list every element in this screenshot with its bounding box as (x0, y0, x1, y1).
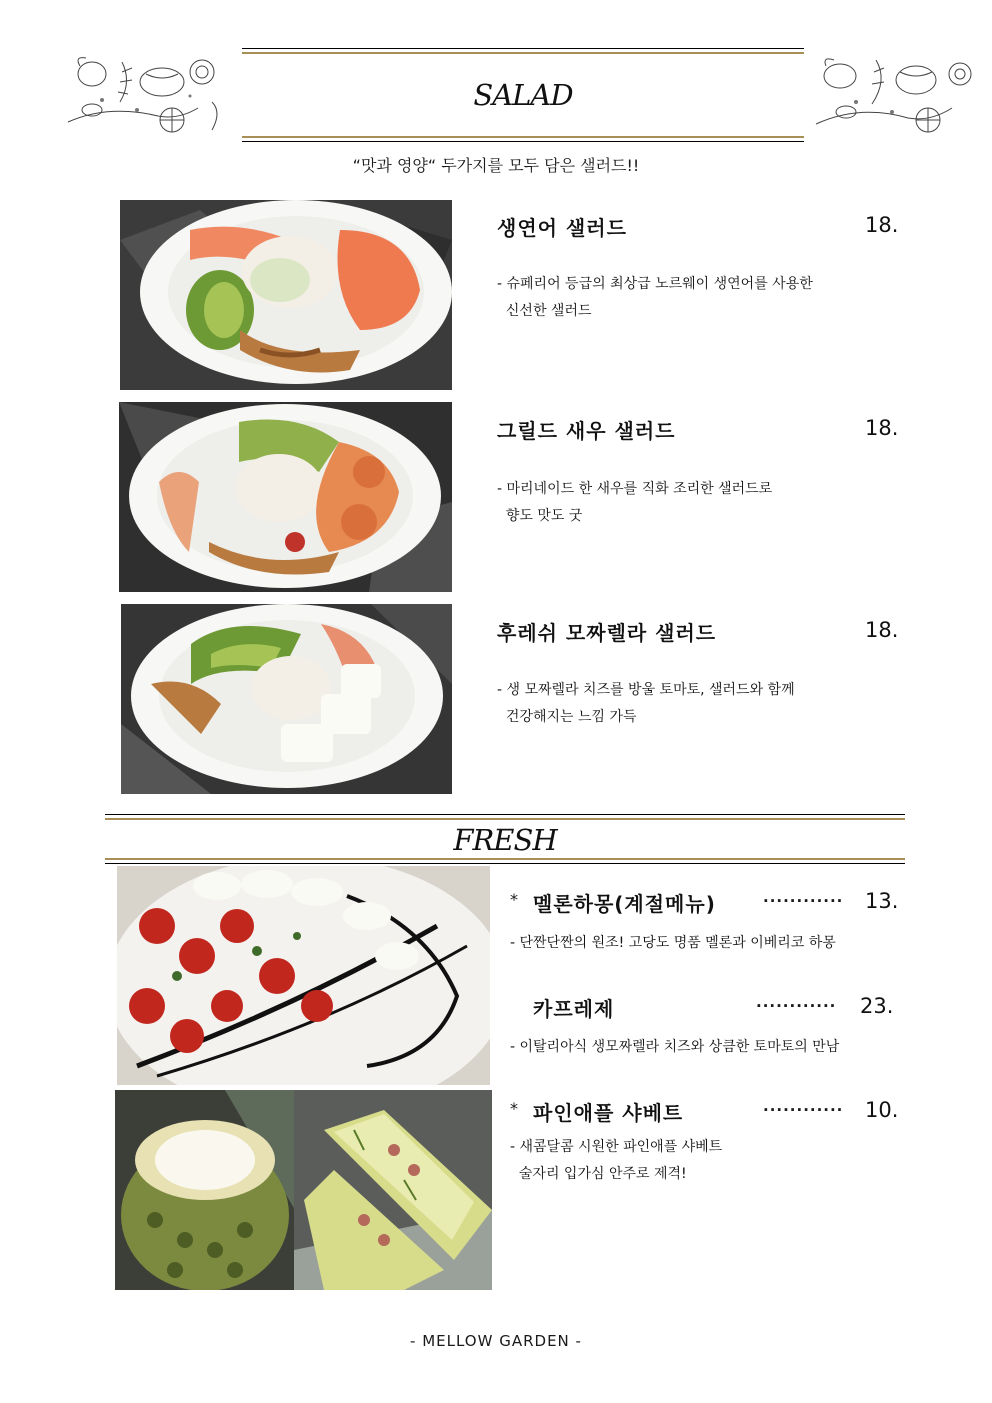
mozzarella-salad-photo (121, 604, 452, 794)
salad-item-price: 18. (865, 416, 899, 440)
fresh-item-leader-dots: ............ (763, 888, 844, 906)
fresh-item-description: - 이탈리아식 생모짜렐라 치즈와 상큼한 토마토의 만남 (510, 1039, 840, 1055)
caprese-photo (117, 866, 490, 1085)
pineapple-sherbet-photo (115, 1090, 295, 1290)
salad-title-frame (242, 48, 804, 142)
salad-tagline: “맛과 영양“ 두가지를 모두 담은 샐러드!! (352, 156, 640, 175)
salad-item-name: 후레쉬 모짜렐라 샐러드 (497, 621, 717, 645)
fresh-item-price: 13. (865, 889, 899, 913)
footer-brand: - MELLOW GARDEN - (410, 1332, 582, 1350)
bullet-star-icon: * (510, 890, 518, 909)
fresh-rule-bottom-gold (105, 858, 905, 860)
melon-jamon-photo (294, 1090, 492, 1290)
salad-item-price: 18. (865, 618, 899, 642)
salad-item-description: - 슈페리어 등급의 최상급 노르웨이 생연어를 사용한 신선한 샐러드 (497, 276, 813, 319)
salad-item-description: - 생 모짜렐라 치즈를 방울 토마토, 샐러드와 함께 건강해지는 느낌 가득 (497, 682, 795, 725)
salad-item-price: 18. (865, 213, 899, 237)
fresh-item-name: 카프레제 (533, 997, 615, 1021)
section-title-salad: SALAD (473, 78, 573, 112)
fresh-rule-top-thin (105, 814, 905, 815)
fresh-item-leader-dots: ............ (763, 1097, 844, 1115)
salad-item-description: - 마리네이드 한 새우를 직화 조리한 샐러드로 향도 맛도 굿 (497, 481, 773, 524)
fresh-item-description: - 단짠단짠의 원조! 고당도 명품 멜론과 이베리코 하몽 (510, 935, 836, 951)
salmon-salad-photo (120, 200, 452, 390)
section-title-fresh: FRESH (453, 823, 557, 857)
fresh-item-name: 파인애플 샤베트 (533, 1101, 684, 1125)
fresh-rule-bottom-thin (105, 863, 905, 864)
fresh-rule-top-gold (105, 818, 905, 820)
fresh-item-name: 멜론하몽(계절메뉴) (533, 892, 716, 916)
fresh-item-leader-dots: ............ (756, 993, 837, 1011)
sketch-vegetables-left-icon (62, 52, 230, 136)
sketch-vegetables-right-icon (812, 52, 980, 136)
fresh-item-price: 10. (865, 1098, 899, 1122)
shrimp-salad-photo (119, 402, 452, 592)
fresh-item-price: 23. (860, 994, 894, 1018)
salad-item-name: 생연어 샐러드 (497, 216, 627, 240)
salad-item-name: 그릴드 새우 샐러드 (497, 419, 676, 443)
fresh-item-description: - 새콤달콤 시원한 파인애플 샤베트 술자리 입가심 안주로 제격! (510, 1139, 723, 1182)
bullet-star-icon: * (510, 1099, 518, 1118)
